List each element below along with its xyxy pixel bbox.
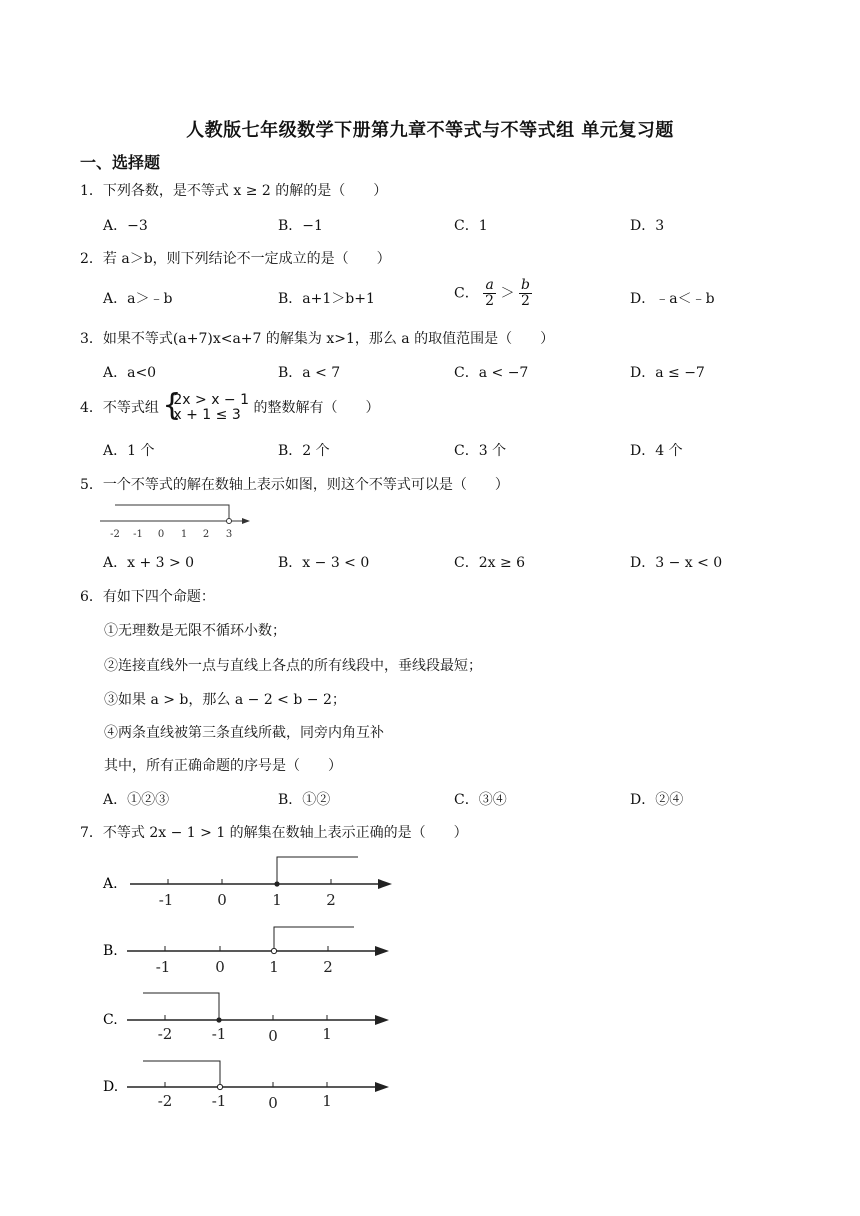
arrow-icon — [378, 879, 392, 889]
system-row-1: 2x > x − 1 — [173, 392, 250, 408]
tick-label: 1 — [269, 958, 279, 976]
q4-option-d: D．4 个 — [630, 443, 683, 459]
solution-ray — [143, 1061, 220, 1085]
q5-option-b: B．x − 3 < 0 — [278, 555, 370, 571]
tick-label: -1 — [158, 891, 174, 909]
open-circle-icon — [227, 519, 232, 524]
system-row-2: x + 1 ≤ 3 — [173, 407, 241, 423]
q5-option-a: A．x + 3 > 0 — [103, 555, 195, 571]
tick-label: -1 — [211, 1092, 227, 1110]
q5-number-line — [100, 505, 250, 540]
solution-ray — [115, 505, 229, 519]
q1-option-a: A．−3 — [103, 218, 148, 234]
q6-option-a: A．①②③ — [103, 792, 170, 808]
q7-number-line-a — [102, 857, 392, 909]
solution-ray — [277, 857, 358, 884]
q2-option-c-label: C． — [454, 285, 479, 302]
tick-label: 3 — [225, 529, 233, 540]
q2-option-d: D．﹣a＜﹣b — [630, 291, 715, 307]
arrow-icon — [375, 1082, 389, 1092]
fraction-denominator: 2 — [485, 293, 495, 309]
question-7: 7．不等式 2x − 1 > 1 的解集在数轴上表示正确的是（ ） — [80, 825, 468, 841]
q6-option-b: B．①② — [278, 792, 331, 808]
closed-circle-icon — [216, 1017, 221, 1022]
tick-label: 2 — [202, 529, 210, 540]
closed-circle-icon — [274, 881, 279, 886]
fraction-relation: ＞ — [500, 285, 515, 302]
q4-option-a: A．1 个 — [103, 443, 155, 459]
tick-label: 1 — [272, 891, 282, 909]
q6-option-d: D．②④ — [630, 792, 684, 808]
q1-option-d: D．3 — [630, 218, 665, 234]
tick-label: 1 — [322, 1025, 332, 1043]
q6-question: 其中，所有正确命题的序号是（ ） — [104, 758, 342, 774]
q2-option-b: B．a+1＞b+1 — [278, 291, 375, 307]
proposition-3: ③如果 a > b，那么 a − 2 < b − 2； — [104, 692, 346, 708]
tick-label: 0 — [268, 1027, 278, 1045]
tick-label: -2 — [157, 1025, 173, 1043]
fraction-numerator: b — [521, 277, 530, 293]
tick-label: -1 — [133, 529, 143, 540]
q4-option-c: C．3 个 — [454, 443, 507, 459]
arrow-icon — [375, 946, 389, 956]
tick-label: 1 — [180, 529, 188, 540]
tick-label: 0 — [157, 529, 165, 540]
fraction-numerator: a — [483, 278, 496, 294]
tick-label: 0 — [268, 1094, 278, 1112]
q4-option-b: B．2 个 — [278, 443, 330, 459]
tick-label: -1 — [155, 958, 171, 976]
tick-label: -2 — [110, 529, 120, 540]
tick-label: -2 — [157, 1092, 173, 1110]
tick-label: 2 — [323, 958, 333, 976]
tick-label: 0 — [217, 891, 227, 909]
q1-option-b: B．−1 — [278, 218, 323, 234]
brace-icon: { — [162, 388, 182, 423]
solution-ray — [143, 993, 219, 1020]
question-2: 2．若 a＞b，则下列结论不一定成立的是（ ） — [80, 251, 391, 267]
open-circle-icon — [217, 1084, 222, 1089]
q7-number-line-d — [103, 1061, 389, 1112]
q7-number-line-b — [103, 927, 389, 976]
solution-ray — [274, 927, 354, 949]
option-label: A. — [103, 876, 118, 892]
q4-prefix: 4．不等式组 — [80, 400, 159, 416]
proposition-2: ②连接直线外一点与直线上各点的所有线段中，垂线段最短； — [104, 658, 482, 674]
q3-option-b: B．a < 7 — [278, 365, 341, 381]
tick-label: 1 — [322, 1092, 332, 1110]
option-label: B. — [103, 943, 118, 959]
tick-label: 2 — [326, 891, 336, 909]
question-3: 3．如果不等式(a+7)x<a+7 的解集为 x>1，那么 a 的取值范围是（ ） — [80, 331, 555, 347]
q5-option-c: C．2x ≥ 6 — [454, 555, 526, 571]
tick-label: 0 — [215, 958, 225, 976]
proposition-4: ④两条直线被第三条直线所截，同旁内角互补 — [104, 725, 384, 741]
question-1: 1．下列各数，是不等式 x ≥ 2 的解的是（ ） — [80, 183, 388, 199]
q4-suffix: 的整数解有（ ） — [253, 400, 380, 416]
page-title: 人教版七年级数学下册第九章不等式与不等式组 单元复习题 — [186, 120, 674, 141]
question-6: 6．有如下四个命题： — [80, 589, 215, 605]
q6-option-c: C．③④ — [454, 792, 507, 808]
section-heading: 一、选择题 — [80, 153, 161, 172]
q2-option-a: A．a＞﹣b — [103, 291, 173, 307]
option-label: C. — [103, 1012, 118, 1028]
tick-label: -1 — [211, 1025, 227, 1043]
arrow-icon — [242, 518, 250, 524]
proposition-1: ①无理数是无限不循环小数； — [104, 623, 286, 639]
arrow-icon — [375, 1015, 389, 1025]
q7-number-line-c — [103, 993, 389, 1045]
q3-option-d: D．a ≤ −7 — [630, 365, 705, 381]
question-5: 5．一个不等式的解在数轴上表示如图，则这个不等式可以是（ ） — [80, 477, 509, 493]
q3-option-a: A．a<0 — [103, 365, 157, 381]
q1-option-c: C．1 — [454, 218, 488, 234]
option-label: D. — [103, 1079, 119, 1095]
open-circle-icon — [271, 948, 276, 953]
fraction-denominator: 2 — [521, 293, 530, 309]
q5-option-d: D．3 − x < 0 — [630, 555, 723, 571]
q3-option-c: C．a < −7 — [454, 365, 529, 381]
